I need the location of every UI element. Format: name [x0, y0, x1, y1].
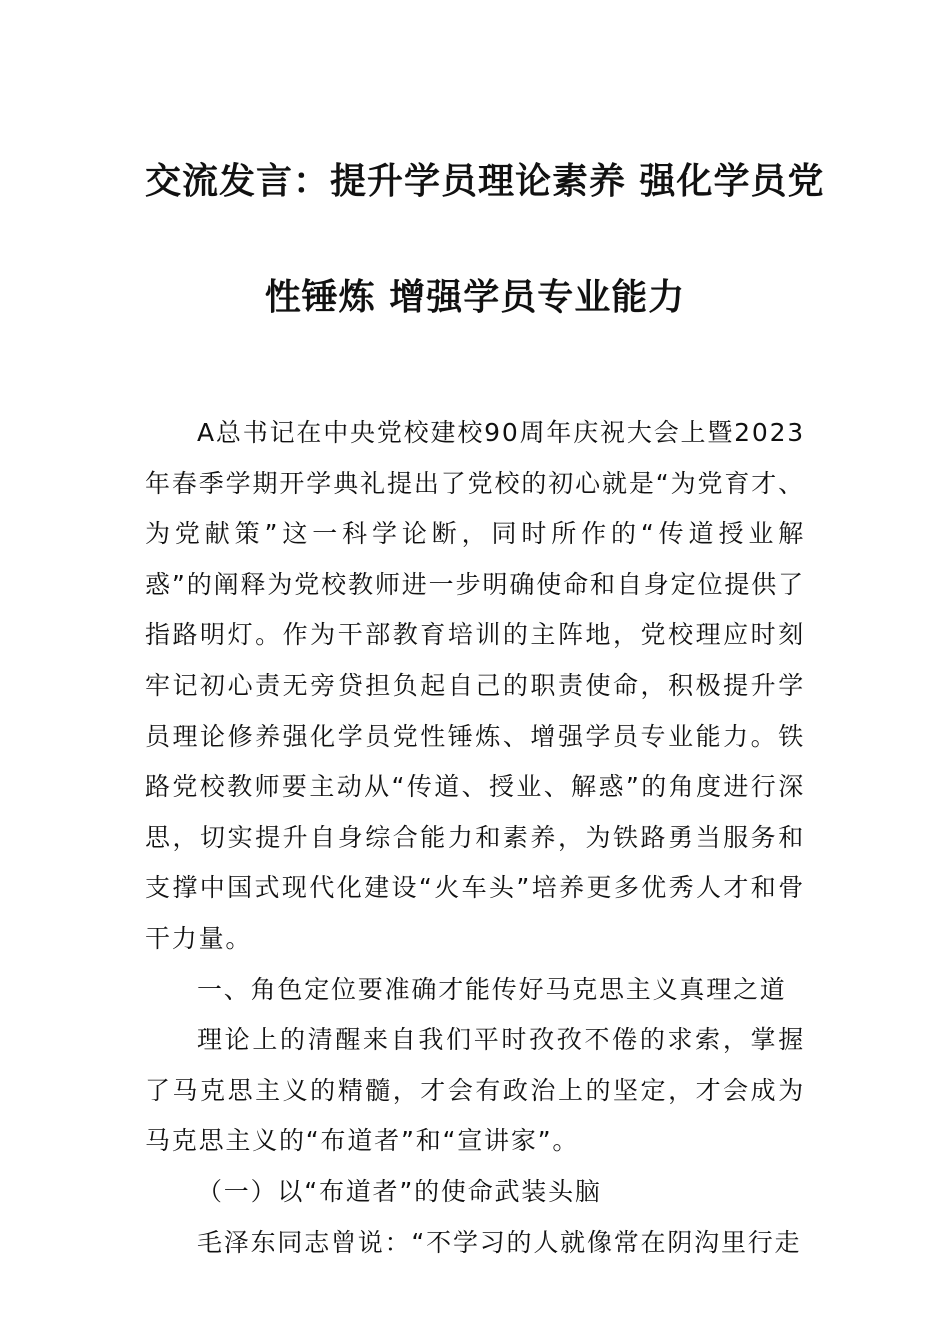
- section-heading-1: 一、角色定位要准确才能传好马克思主义真理之道: [197, 974, 787, 1004]
- subsection-heading-1: （一）以“布道者”的使命武装头脑: [197, 1176, 602, 1206]
- document-body: [145, 408, 805, 1268]
- document-title-line-2: 性锤炼 增强学员专业能力: [264, 277, 686, 318]
- intro-paragraph: A总书记在中央党校建校90周年庆祝大会上暨2023年春季学期开学典礼提出了党校的初心就是“为党育才、为党献策”这一科学论断，同时所作的“传道授业解惑”的阐释为党校教师进一步明确使命和自身定位提供了指路明灯。作为干部教育培训的主阵地，党校理应时刻牢记初心责无旁贷担负起自己的职责使命，积极提升学员理论修养强化学员党性锤炼、增强学员专业能力。铁路党校教师要主动从“传道、授业、解惑”的角度进行深思，切实提升自身综合能力和素养，为铁路勇当服务和支撑中国式现代化建设“火车头”培养更多优秀人才和骨干力量。: [145, 418, 805, 953]
- document-title-line-1: 交流发言：提升学员理论素养 强化学员党: [145, 161, 825, 202]
- subsection-paragraph: 毛泽东同志曾说：“不学习的人就像常在阴沟里行走: [197, 1227, 802, 1257]
- section-paragraph: 理论上的清醒来自我们平时孜孜不倦的求索，掌握了马克思主义的精髓，才会有政治上的坚定，才会成为马克思主义的“布道者”和“宣讲家”。: [145, 1025, 805, 1156]
